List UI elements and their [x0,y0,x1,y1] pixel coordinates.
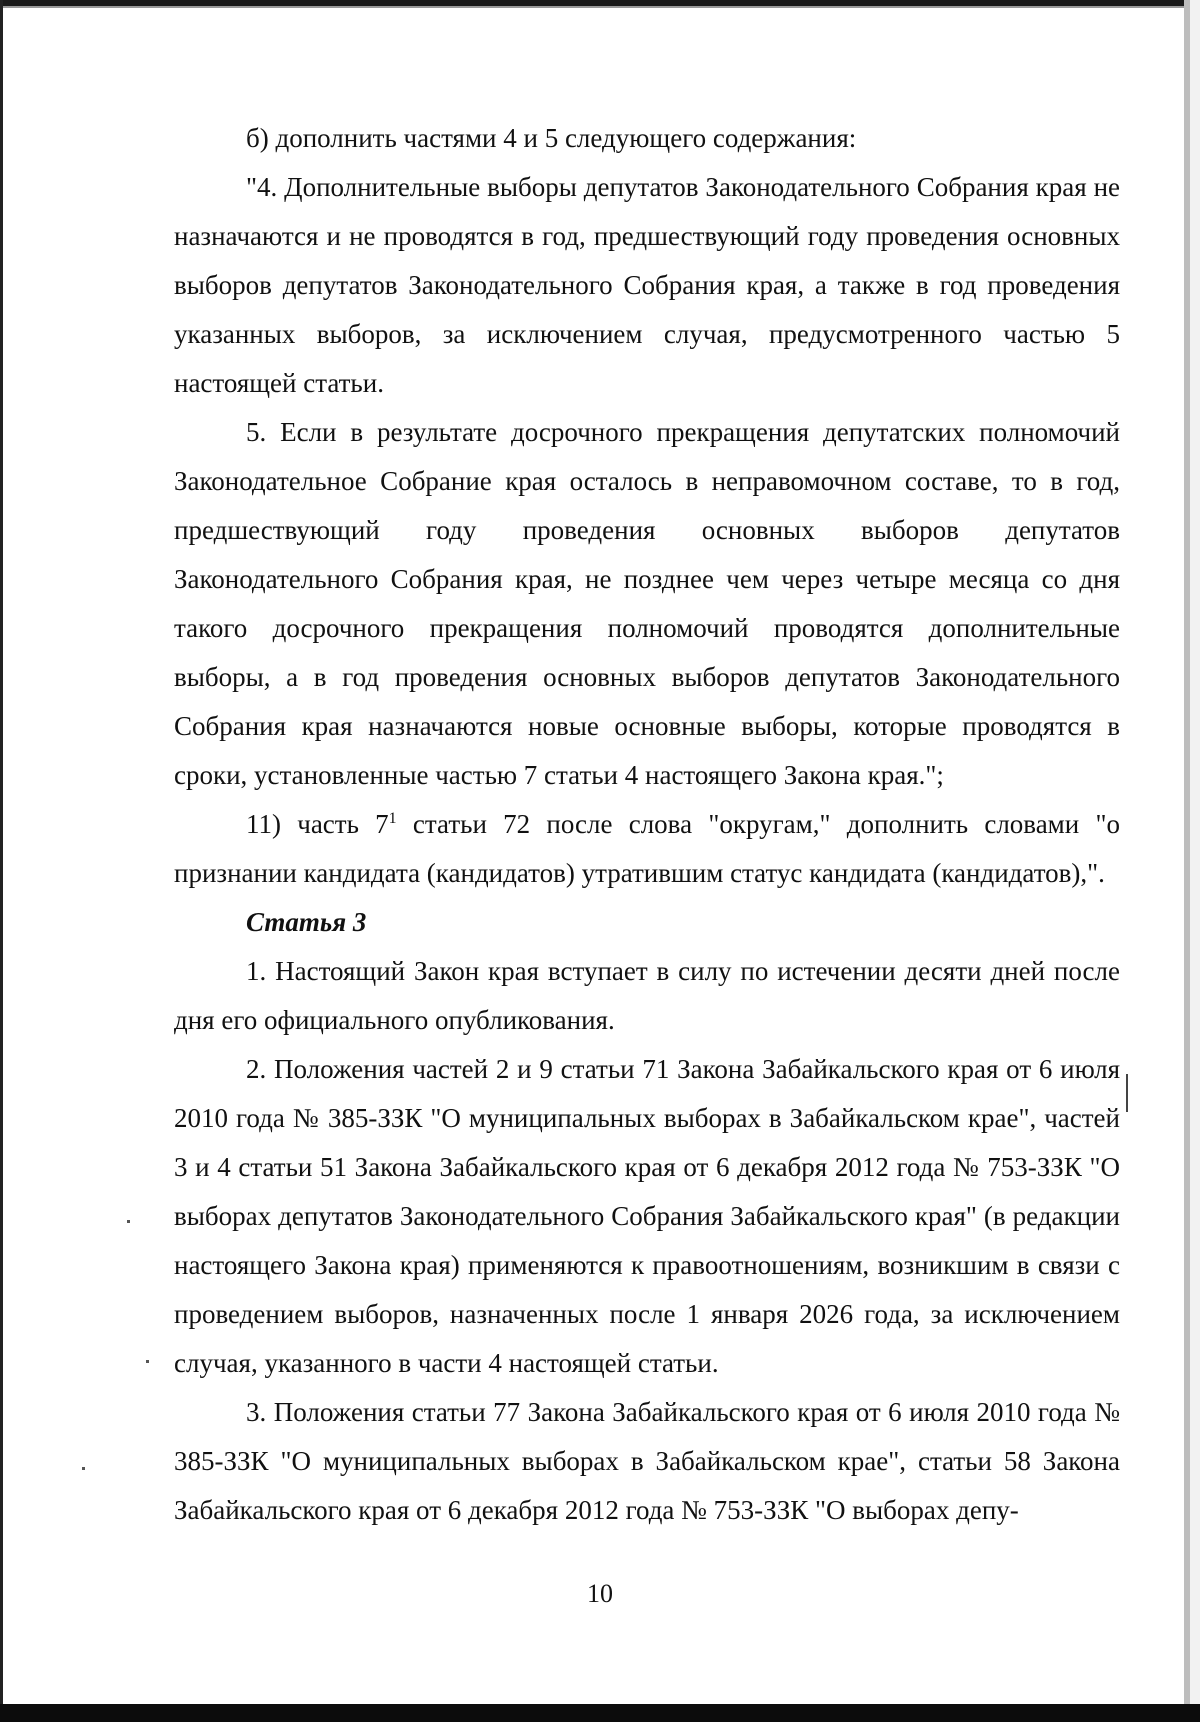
paragraph-part-5: 5. Если в результате досрочного прекращения депутатских полномочий Законодательное Собрание края осталось в неправомочном составе, то в год, предшествующий году проведения основных выборов депутатов Законодательного Собрания края, не позднее чем через четыре месяца со дня такого досрочного прекращения полномочий проводятся дополнительные выборы, а в год проведения основных выборов депутатов Законодательного Собрания края назначаются новые основные выборы, которые проводятся в сроки, установленные частью 7 статьи 4 настоящего Закона края."; [174,417,1120,790]
scan-speck [82,1467,85,1470]
scan-speck [146,1360,149,1363]
item-11-end: статьи 72 после слова "округам," дополнить словами "о признании кандидата (кандидатов) утратившим статус кандидата (кандидатов),". [174,809,1120,888]
article-heading: Статья 3 [246,907,367,937]
document-page [174,114,1120,1535]
paragraph-article-3-part-2: 2. Положения частей 2 и 9 статьи 71 Закона Забайкальского края от 6 июля 2010 года № 385-ЗЗК "О муниципальных выборах в Забайкальском крае", частей 3 и 4 статьи 51 Закона Забайкальского края от 6 декабря 2012 года № 753-ЗЗК "О выборах депутатов Законодательного Собрания Забайкальского края" (в редакции настоящего Закона края) применяются к правоотношениям, возникшим в связи с проведением выборов, назначенных после 1 января 2026 года, за исключением случая, указанного в части 4 настоящей статьи. [174,1054,1120,1378]
item-11-start: 11) часть 7 [246,809,389,839]
scan-speck [127,1220,130,1223]
scan-border-top-edge [0,6,1200,8]
item-11-superscript: 1 [388,810,397,827]
scan-border-bottom [0,1704,1200,1722]
scan-border-left [0,0,3,1722]
paragraph-part-4: "4. Дополнительные выборы депутатов Законодательного Собрания края не назначаются и не проводятся в год, предшествующий году проведения основных выборов депутатов Законодательного Собрания края, а также в год проведения указанных выборов, за исключением случая, предусмотренного частью 5 настоящей статьи. [174,172,1120,398]
paragraph-article-3-part-1: 1. Настоящий Закон края вступает в силу по истечении десяти дней после дня его официального опубликования. [174,956,1120,1035]
scan-border-right-margin [1190,0,1200,1704]
paragraph-intro: б) дополнить частями 4 и 5 следующего содержания: [246,123,857,153]
page-number: 10 [587,1579,613,1608]
paragraph-article-3-part-3: 3. Положения статьи 77 Закона Забайкальского края от 6 июля 2010 года № 385-ЗЗК "О муниципальных выборах в Забайкальском крае", статьи 58 Закона Забайкальского края от 6 декабря 2012 года № 753-ЗЗК "О выборах депу- [174,1397,1120,1525]
margin-mark [1126,1074,1128,1112]
paragraph-item-11 [174,800,1120,898]
